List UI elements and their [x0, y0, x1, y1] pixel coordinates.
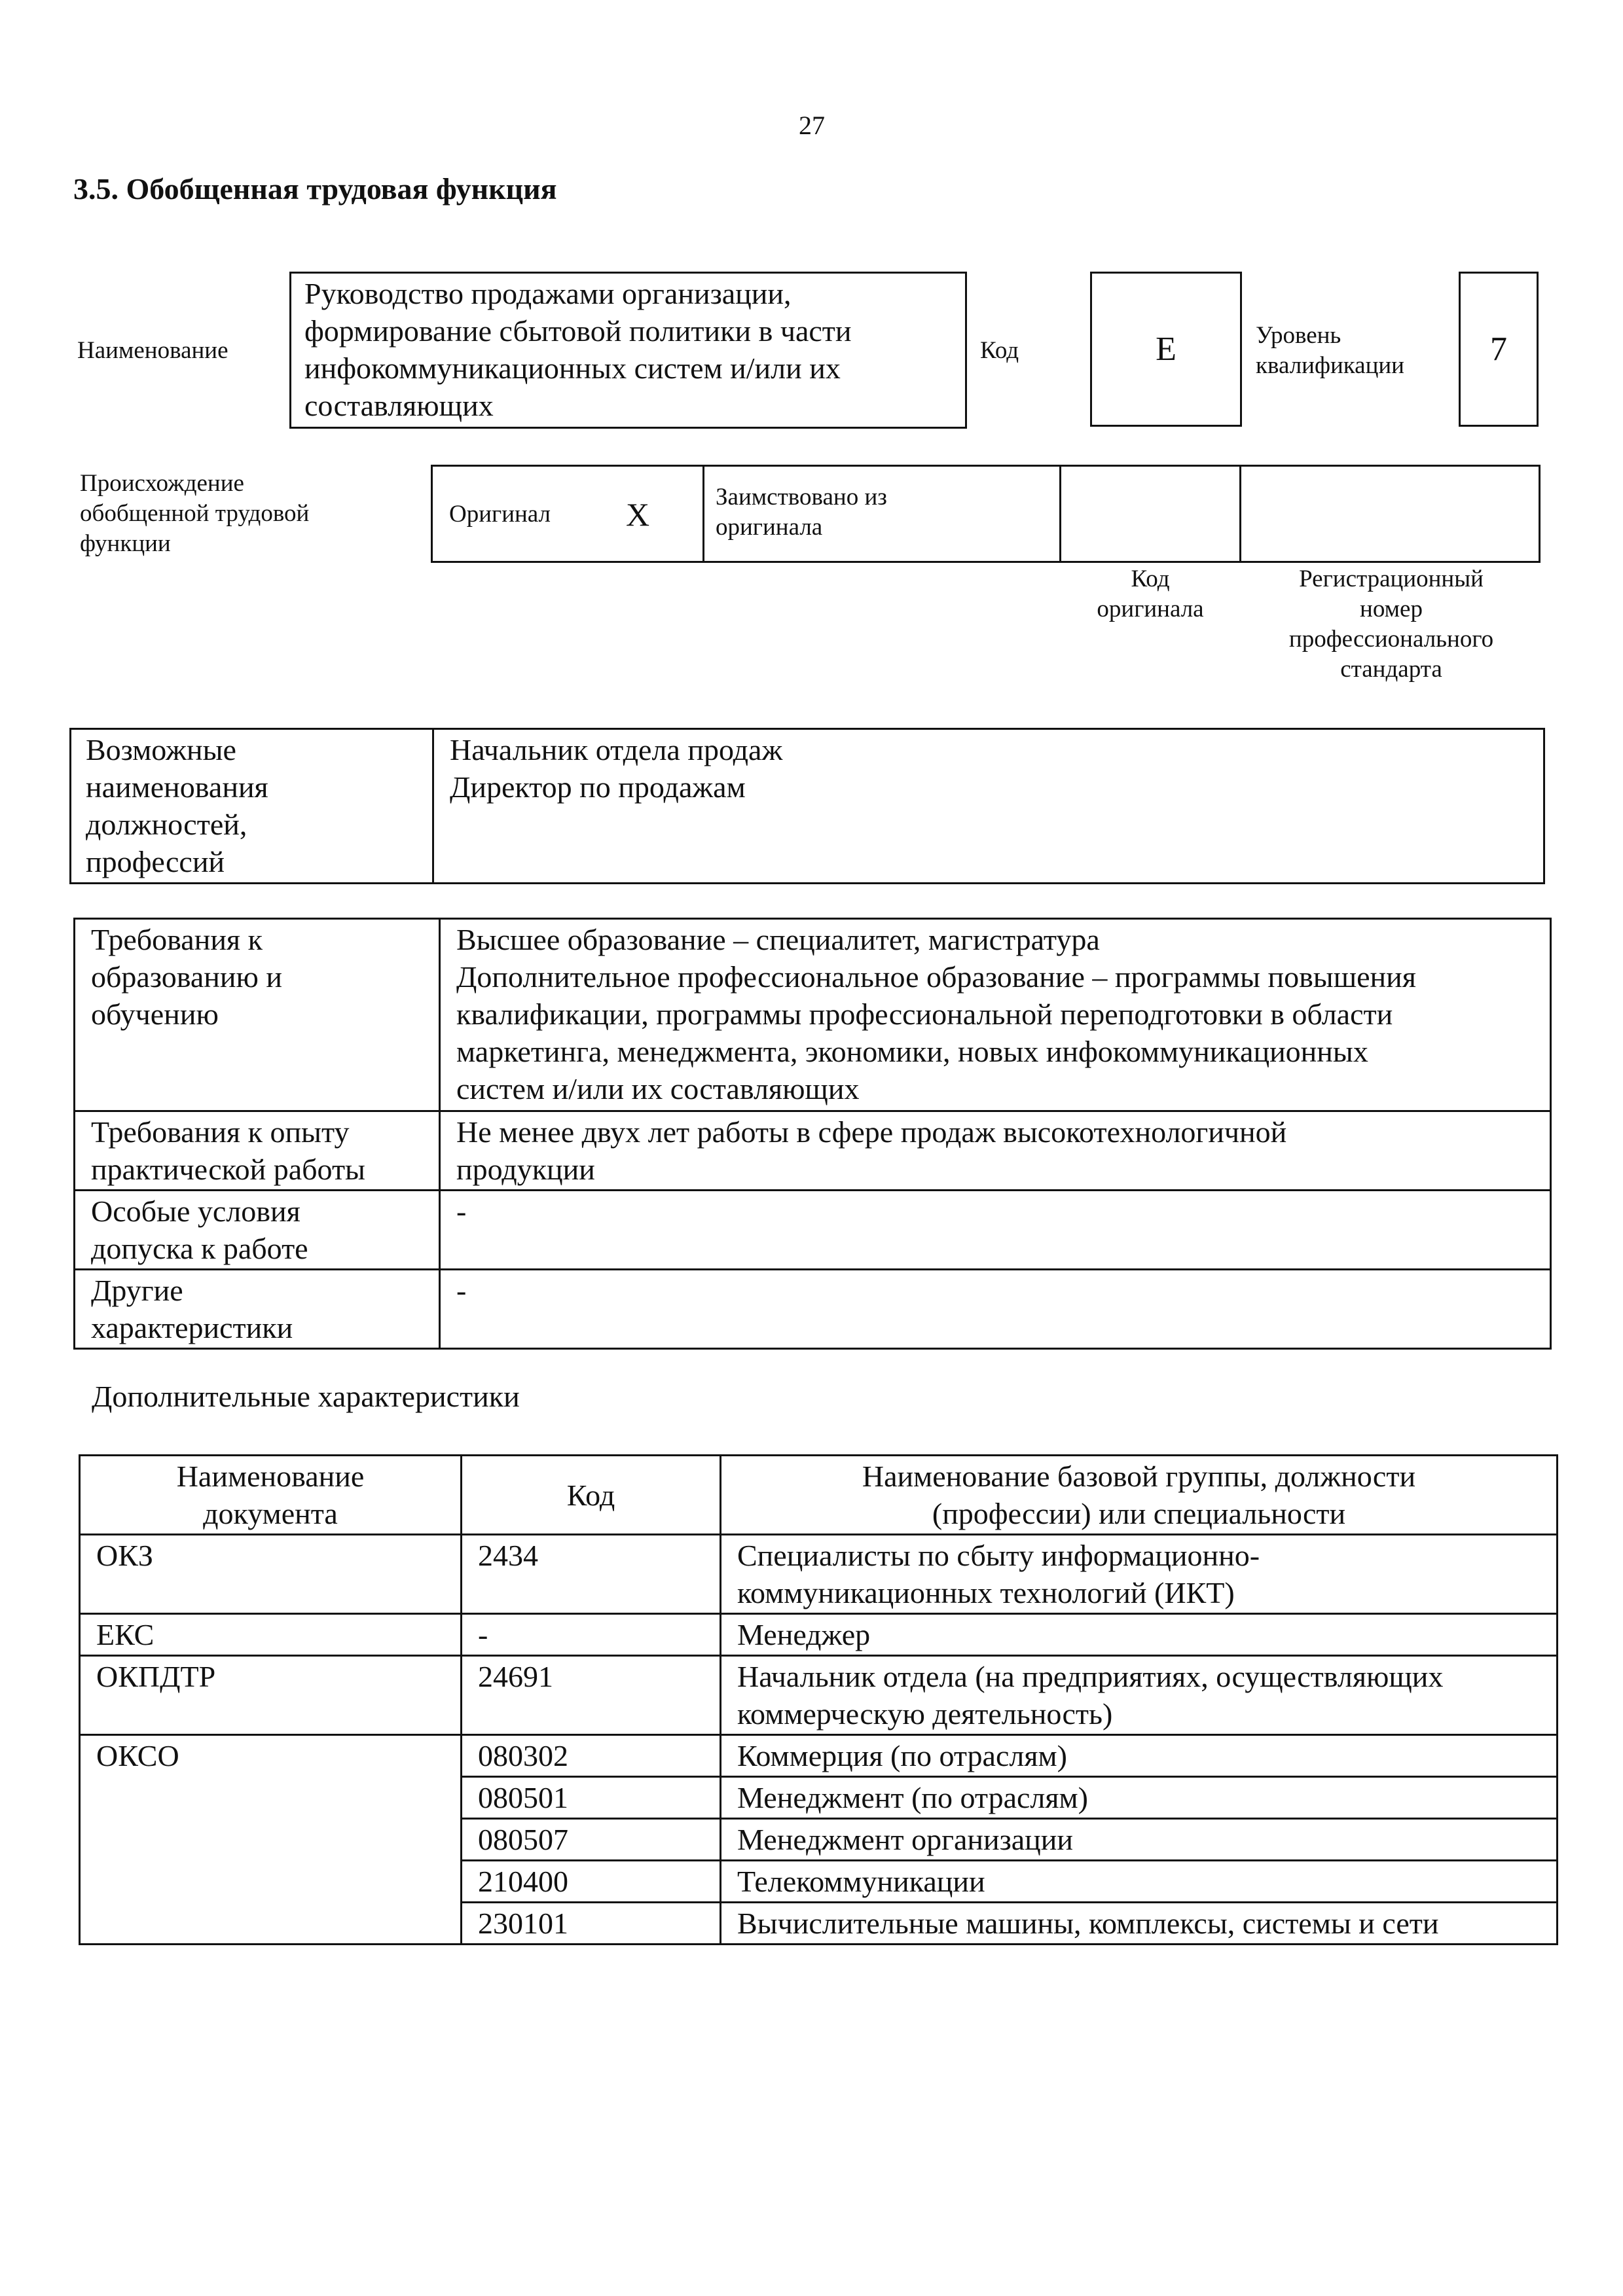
borrowed-label-line: Заимствовано из [716, 484, 887, 511]
original-label: Оригинал [449, 501, 551, 528]
function-name-box [289, 272, 967, 429]
requirement-value [440, 1191, 1551, 1270]
table-row [80, 1735, 1558, 1777]
header-line: Наименование [176, 1460, 365, 1493]
page-number: 27 [799, 111, 825, 140]
requirement-value-line: - [456, 1194, 467, 1228]
header-line: (профессии) или специальности [932, 1497, 1346, 1530]
positions-table [69, 728, 1545, 884]
positions-label-line: профессий [86, 845, 225, 878]
code-cell: - [462, 1614, 721, 1656]
requirement-label-line: обучению [91, 997, 219, 1031]
requirement-value-line: квалификации, программы профессиональной переподготовки в области [456, 997, 1393, 1031]
name-cell: Менеджмент организации [721, 1819, 1558, 1861]
requirement-label-line: Требования к опыту [91, 1115, 350, 1149]
requirement-label [75, 1111, 440, 1191]
code-caption-line: оригинала [1097, 596, 1204, 622]
doc-cell: ОКЗ [80, 1535, 462, 1614]
origin-label [80, 469, 309, 559]
table-row [75, 919, 1551, 1111]
positions-values [433, 729, 1544, 884]
reg-caption-line: профессионального [1288, 626, 1494, 653]
name-cell: Телекоммуникации [721, 1861, 1558, 1903]
function-name-line: составляющих [304, 389, 494, 422]
section-title: 3.5. Обобщенная трудовая функция [73, 172, 557, 206]
positions-label-line: должностей, [86, 808, 247, 841]
level-label-line: квалификации [1256, 352, 1404, 379]
requirement-value [440, 919, 1551, 1111]
table-header-row [80, 1456, 1558, 1535]
reg-caption-line: стандарта [1340, 656, 1442, 683]
name-cell-line: коммуникационных технологий (ИКТ) [737, 1576, 1235, 1609]
code-cell: 080507 [462, 1819, 721, 1861]
requirement-value-line: продукции [456, 1153, 595, 1186]
name-cell-line: Начальник отдела (на предприятиях, осуществляющих [737, 1660, 1444, 1693]
table-row [80, 1656, 1558, 1735]
name-cell-line: Специалисты по сбыту информационно- [737, 1539, 1260, 1572]
requirement-label [75, 1191, 440, 1270]
requirement-label-line: практической работы [91, 1153, 365, 1186]
positions-label-line: наименования [86, 770, 268, 804]
name-cell: Менеджер [721, 1614, 1558, 1656]
requirement-label [75, 919, 440, 1111]
name-label: Наименование [77, 337, 228, 364]
origin-label-line: Происхождение [80, 470, 244, 497]
requirement-label-line: Требования к [91, 923, 263, 956]
name-cell [721, 1656, 1558, 1735]
requirement-label-line: Другие [91, 1274, 183, 1307]
requirements-table [73, 918, 1552, 1350]
position-item: Директор по продажам [450, 770, 746, 804]
doc-cell: ЕКС [80, 1614, 462, 1656]
table-row [80, 1535, 1558, 1614]
column-header-doc [80, 1456, 462, 1535]
requirement-label-line: образованию и [91, 960, 282, 994]
code-cell: 080302 [462, 1735, 721, 1777]
name-cell: Коммерция (по отраслям) [721, 1735, 1558, 1777]
requirement-value-line: маркетинга, менеджмента, экономики, новых инфокоммуникационных [456, 1035, 1368, 1068]
position-item: Начальник отдела продаж [450, 733, 783, 766]
table-row [75, 1270, 1551, 1349]
code-cell: 24691 [462, 1656, 721, 1735]
additional-title: Дополнительные характеристики [92, 1380, 520, 1413]
header-line: документа [203, 1497, 338, 1530]
requirement-value-line: - [456, 1274, 467, 1307]
requirement-label [75, 1270, 440, 1349]
level-value: 7 [1459, 272, 1539, 427]
code-value: E [1090, 272, 1242, 427]
positions-label [71, 729, 433, 884]
requirement-value-line: Не менее двух лет работы в сфере продаж высокотехнологичной [456, 1115, 1287, 1149]
code-label: Код [980, 337, 1019, 364]
reg-caption [1237, 564, 1545, 685]
requirement-label-line: характеристики [91, 1311, 293, 1344]
requirement-value-line: систем и/или их составляющих [456, 1072, 860, 1105]
column-header-name [721, 1456, 1558, 1535]
requirement-label-line: Особые условия [91, 1194, 301, 1228]
table-row [80, 1614, 1558, 1656]
requirement-value-line: Высшее образование – специалитет, магистратура [456, 923, 1100, 956]
table-row [75, 1191, 1551, 1270]
name-cell-line: коммерческую деятельность) [737, 1697, 1113, 1731]
header-line: Наименование базовой группы, должности [862, 1460, 1416, 1493]
code-cell: 2434 [462, 1535, 721, 1614]
doc-cell: ОКПДТР [80, 1656, 462, 1735]
borrowed-label [716, 482, 887, 543]
function-name-line: формирование сбытовой политики в части [304, 314, 852, 348]
name-cell [721, 1535, 1558, 1614]
additional-table [79, 1454, 1558, 1945]
code-cell: 230101 [462, 1903, 721, 1945]
doc-cell: ОКСО [80, 1735, 462, 1945]
code-cell: 080501 [462, 1777, 721, 1819]
function-name-line: инфокоммуникационных систем и/или их [304, 351, 841, 385]
reg-caption-line: номер [1360, 596, 1423, 622]
origin-table [431, 465, 1541, 563]
code-cell: 210400 [462, 1861, 721, 1903]
requirement-value [440, 1111, 1551, 1191]
code-caption-line: Код [1131, 565, 1170, 592]
requirement-label-line: допуска к работе [91, 1232, 308, 1265]
original-mark: X [626, 496, 650, 533]
borrowed-label-line: оригинала [716, 514, 823, 541]
positions-label-line: Возможные [86, 733, 236, 766]
name-cell: Вычислительные машины, комплексы, системы и сети [721, 1903, 1558, 1945]
name-cell: Менеджмент (по отраслям) [721, 1777, 1558, 1819]
code-caption [1059, 564, 1242, 624]
reg-caption-line: Регистрационный [1299, 565, 1484, 592]
level-label [1256, 321, 1404, 381]
requirement-value [440, 1270, 1551, 1349]
function-name-line: Руководство продажами организации, [304, 277, 792, 310]
table-row [75, 1111, 1551, 1191]
column-header-code: Код [462, 1456, 721, 1535]
level-label-line: Уровень [1256, 322, 1341, 349]
origin-label-line: функции [80, 530, 171, 557]
requirement-value-line: Дополнительное профессиональное образование – программы повышения [456, 960, 1416, 994]
origin-label-line: обобщенной трудовой [80, 500, 310, 527]
